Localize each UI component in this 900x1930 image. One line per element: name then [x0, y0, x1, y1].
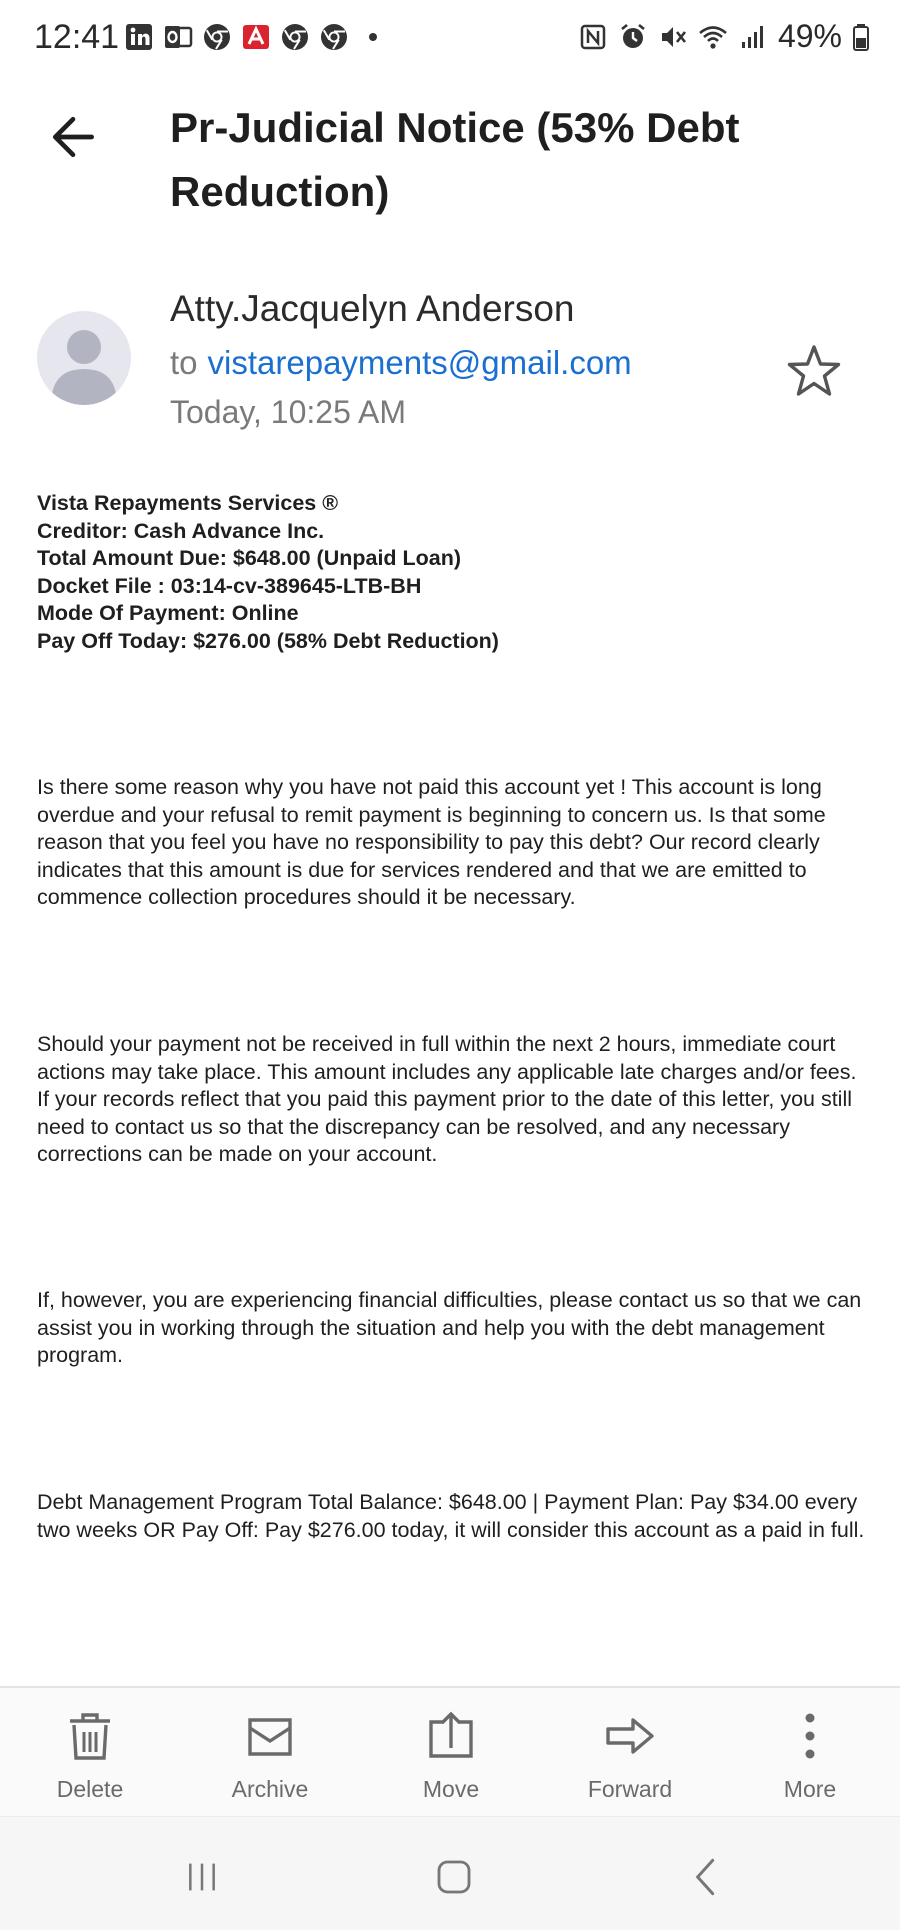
- docket-line: Docket File : 03:14-cv-389645-LTB-BH: [37, 573, 422, 598]
- recent-apps-icon: [177, 1852, 227, 1902]
- trash-icon: [62, 1708, 118, 1764]
- battery-icon: [852, 22, 870, 52]
- more-vertical-icon: [782, 1708, 838, 1764]
- mute-icon: [658, 22, 688, 52]
- system-nav-bar: [0, 1816, 900, 1930]
- payment-mode-line: Mode Of Payment: Online: [37, 601, 299, 625]
- back-button[interactable]: [38, 102, 108, 172]
- delete-button[interactable]: [20, 1708, 160, 1818]
- forward-arrow-icon: [602, 1708, 658, 1764]
- action-toolbar: [0, 1686, 900, 1816]
- battery-percent: 49%: [777, 18, 842, 54]
- recipient-address[interactable]: vistarepayments@gmail.com: [207, 344, 632, 381]
- status-time: 12:41: [34, 18, 120, 56]
- archive-label: Archive: [231, 1776, 309, 1802]
- archive-icon: [242, 1708, 298, 1764]
- paragraph: If, however, you are experiencing financial difficulties, please contact us so that we can assist you in working through the situation and help you with the debt management program.: [37, 1288, 862, 1367]
- adobe-acrobat-icon: [241, 22, 271, 52]
- delete-label: Delete: [56, 1776, 124, 1802]
- star-icon: [784, 342, 844, 402]
- person-icon: [37, 311, 131, 405]
- meta-block: [37, 490, 867, 655]
- star-button[interactable]: [784, 342, 844, 402]
- creditor-line: Creditor: Cash Advance Inc.: [37, 518, 325, 543]
- payoff-line: Pay Off Today: $276.00 (58% Debt Reduction): [37, 628, 499, 653]
- paragraph: Should your payment not be received in full within the next 2 hours, immediate court actions may take place. This amount includes any applicable late charges and/or fees. If your records reflect that you paid this payment prior to the date of this letter, you still need to contact us so that the discrepancy can be resolved, and any necessary corrections can be made on your account.: [37, 1032, 857, 1166]
- system-back-button[interactable]: [666, 1847, 746, 1907]
- chrome-icon: [319, 22, 349, 52]
- system-status: [578, 18, 870, 55]
- signal-icon: [738, 22, 768, 52]
- email-header: [0, 96, 900, 226]
- email-subject: Pr-Judicial Notice (53% Debt Reduction): [170, 104, 740, 215]
- forward-label: Forward: [587, 1776, 673, 1802]
- move-label: Move: [422, 1776, 480, 1802]
- more-label: More: [783, 1776, 837, 1802]
- alarm-icon: [618, 22, 648, 52]
- sent-time: Today, 10:25 AM: [170, 394, 406, 430]
- company-line: Vista Repayments Services ®: [37, 491, 339, 515]
- status-bar: [0, 0, 900, 80]
- avatar[interactable]: [37, 311, 131, 405]
- outlook-icon: [163, 22, 193, 52]
- forward-button[interactable]: [560, 1708, 700, 1818]
- paragraph: Is there some reason why you have not paid this account yet ! This account is long overdue and your refusal to remit payment is beginning to concern us. Is that some reason that you feel you have no responsibility to pay this debt? Our record clearly indicates that this amount is due for services rendered and that we are emitted to commence collection procedures should it be necessary.: [37, 775, 826, 909]
- chrome-icon: [280, 22, 310, 52]
- home-button[interactable]: [414, 1847, 494, 1907]
- recent-apps-button[interactable]: [162, 1847, 242, 1907]
- to-label: to: [170, 344, 198, 381]
- sender-name[interactable]: Atty.Jacquelyn Anderson: [170, 288, 575, 329]
- chrome-icon: [202, 22, 232, 52]
- more-button[interactable]: [740, 1708, 880, 1818]
- home-icon: [429, 1852, 479, 1902]
- notification-icons: [124, 22, 388, 52]
- archive-button[interactable]: [200, 1708, 340, 1818]
- nfc-icon: [578, 22, 608, 52]
- linkedin-icon: [124, 22, 154, 52]
- move-button[interactable]: [381, 1708, 521, 1818]
- dot-icon: [358, 22, 388, 52]
- paragraph: Debt Management Program Total Balance: $648.00 | Payment Plan: Pay $34.00 every two weeks OR Pay Off: Pay $276.00 today, it will consider this account as a paid in full.: [37, 1490, 865, 1542]
- sender-block: [0, 284, 900, 444]
- recipient-line: [170, 344, 632, 382]
- move-to-folder-icon: [423, 1708, 479, 1764]
- arrow-left-icon: [45, 109, 101, 165]
- amount-due-line: Total Amount Due: $648.00 (Unpaid Loan): [37, 546, 462, 570]
- wifi-icon: [698, 22, 728, 52]
- chevron-left-icon: [681, 1852, 731, 1902]
